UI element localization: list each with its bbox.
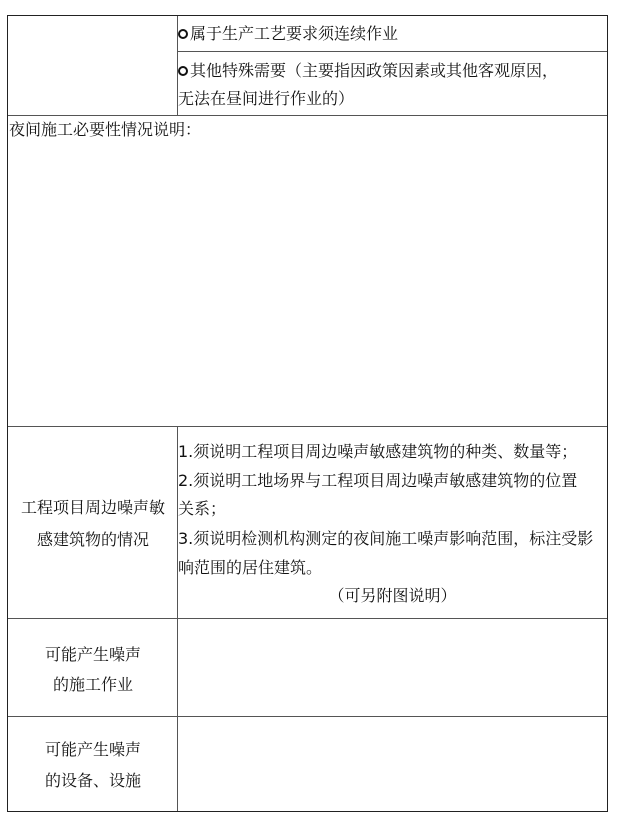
operations-input[interactable] <box>179 620 606 714</box>
divider-operations-end <box>8 716 607 717</box>
divider-options-end <box>8 115 607 116</box>
necessity-label: 夜间施工必要性情况说明： <box>9 120 202 139</box>
equipment-label-line1: 可能产生噪声 <box>44 740 141 759</box>
option-special-needs-label: 其他特殊需要（主要指因政策因素或其他客观原因， <box>190 61 559 80</box>
sensitive-item-2: 2.须说明工地场界与工程项目周边噪声敏感建筑物的位置 <box>178 471 578 490</box>
equipment-input[interactable] <box>179 718 606 810</box>
radio-icon <box>178 29 188 39</box>
equipment-label-line2: 的设备、设施 <box>44 771 141 790</box>
option-special-needs[interactable] <box>178 61 558 81</box>
operations-label-line1: 可能产生噪声 <box>44 645 141 664</box>
sensitive-item-2-cont: 关系； <box>178 499 227 518</box>
radio-icon <box>178 66 188 76</box>
option-continuous-operation-label: 属于生产工艺要求须连续作业 <box>190 24 399 43</box>
divider-sensitive-end <box>8 618 607 619</box>
divider-necessity-end <box>8 426 607 427</box>
option-special-needs-label-cont: 无法在昼间进行作业的） <box>178 89 355 108</box>
divider-option-rows <box>177 51 607 52</box>
necessity-textarea[interactable] <box>9 142 606 424</box>
sensitive-note: （可另附图说明） <box>328 586 457 605</box>
sensitive-item-1: 1.须说明工程项目周边噪声敏感建筑物的种类、数量等； <box>178 442 578 461</box>
option-continuous-operation[interactable] <box>178 24 398 44</box>
operations-label-line2: 的施工作业 <box>52 675 133 694</box>
sensitive-item-3: 3.须说明检测机构测定的夜间施工噪声影响范围，标注受影 <box>178 529 594 548</box>
sensitive-item-3-cont: 响范围的居住建筑。 <box>178 558 323 577</box>
sensitive-label-line1: 工程项目周边噪声敏 <box>20 498 165 517</box>
sensitive-label-line2: 感建筑物的情况 <box>36 530 149 549</box>
